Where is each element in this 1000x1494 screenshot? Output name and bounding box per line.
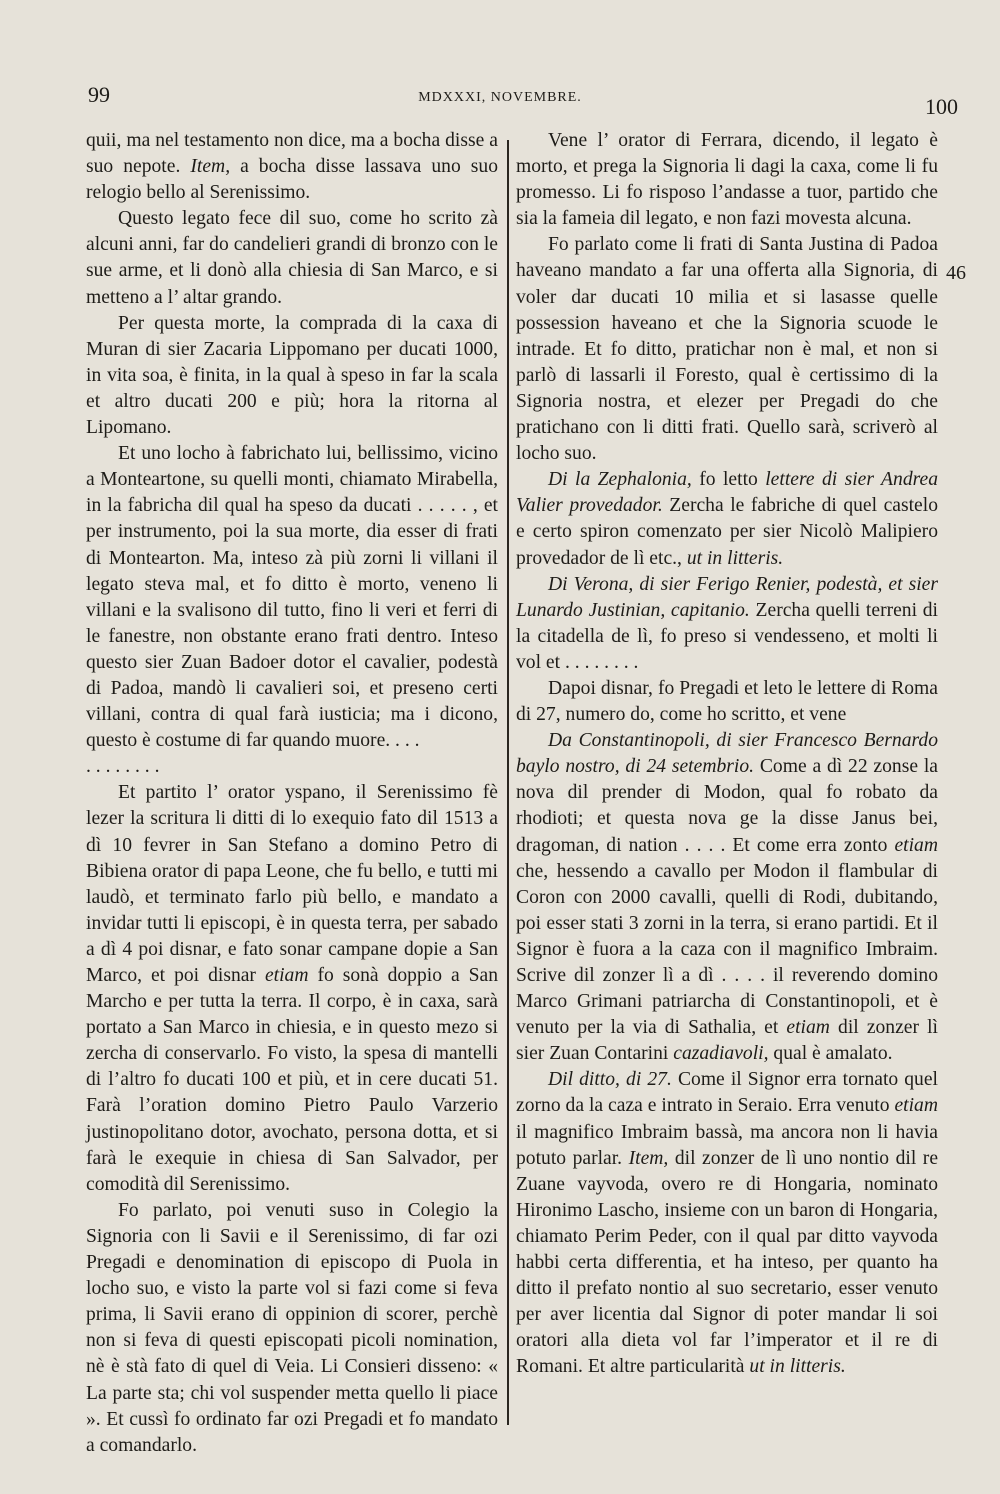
column-rule	[507, 140, 509, 1425]
ellipsis-line: . . . . . . . .	[86, 756, 160, 778]
paragraph: Dil ditto, di 27. Come il Signor erra tornato quel zorno da la caza e intrato in Seraio. Erra venuto etiam il magnifico Imbraim bassà, ma ancora non li havia potuto parlar. Item, dil zonzer de lì uno nontio dil re Zuane vayvoda, overo re di Hongaria, nominato Hironimo Lascho, insieme con un baron di Hongaria, chiamato Perim Peder, con il qual par ditto vayvoda habbi certa differentia, et ha inteso, per quanto ha ditto il prefato nontio al suo secretario, esser venuto per aver licentia dal Signor di poter mandar li soi oratori alla dieta vol far l’imperator et il re di Romani. Et altre particularità ut in litteris.	[516, 1069, 939, 1378]
page-number-right: 100	[925, 94, 958, 119]
paragraph: Di Verona, di sier Ferigo Renier, podestà, et sier Lunardo Justinian, capitanio. Zercha quelli terreni di la citadella de lì, fo preso si vendesseno, et molti li vol et . . . . . . . .	[516, 573, 938, 673]
right-column	[516, 128, 938, 1381]
margin-number: 46	[946, 262, 966, 284]
paragraph: Vene l’ orator di Ferrara, dicendo, il legato è morto, et prega la Signoria li dagi la caxa, come li fu promesso. Li fo risposo l’andasse a tuor, partido che sia la fameia dil legato, e non fazi movesta alcuna.	[516, 130, 938, 230]
paragraph: Di la Zephalonia, fo letto lettere di sier Andrea Valier provedador. Zercha le fabriche di quel castelo e certo spiron comenzato per sier Nicolò Malipiero provedador de lì etc., ut in litteris.	[516, 469, 939, 569]
paragraph: Et uno locho à fabrichato lui, bellissimo, vicino a Monteartone, su quelli monti, chiamato Mirabella, in la fabricha dil qual ha speso da ducati . . . . . , et per instrumento, poi la sua morte, dia esser di frati di Montearton. Ma, inteso zà più zorni li villani il legato steva mal, et fo ditto è morto, veneno li villani e la svalisono dil tutto, fino li veri et ferri di le fanestre, non obstante erano frati dentro. Inteso questo sier Zuan Badoer dotor el cavalier, podestà di Padoa, mandò li cavalieri soi, et preseno certi villani, contra di qual farà iusticia; ma i dicono, questo è costume di far quando muore. . . .	[86, 443, 498, 752]
paragraph: Per questa morte, la comprada di la caxa di Muran di sier Zacaria Lippomano per ducati 1000, in vita soa, è finita, in la qual à speso in far la scala et altro ducati 200 e più; hora la ritorna al Lipomano.	[86, 312, 498, 439]
running-title: MDXXXI, NOVEMBRE.	[418, 90, 582, 105]
paragraph: Fo parlato, poi venuti suso in Colegio la Signoria con li Savii e il Serenissimo, di far ozi Pregadi e denomination di episcopo di Puola in locho suo, e visto la parte vol si fazi come si feva prima, li Savii erano di oppinion di scorer, perchè non si feva di questi episcopati picoli nomination, nè è stà fato di quel di Veia. Li Consieri disseno: « La parte sta; chi vol suspender metta quello li piace ». Et cussì fo ordinato far ozi Pregadi et fo mandato a comandarlo.	[86, 1199, 498, 1456]
paragraph: Et partito l’ orator yspano, il Serenissimo fè lezer la scritura li ditti di lo exequio fato dil 1513 a dì 10 fevrer in San Stefano a domino Petro di Bibiena orator di papa Leone, che fu bello, e tutti mi laudò, et terminato farlo più bello, e mandato a invidar tutti li episcopi, è in questa terra, per sabado a dì 4 poi disnar, e fato sonar campane dopie a San Marco, et poi disnar etiam fo sonà doppio a San Marcho e per tutta la terra. Il corpo, è in caxa, sarà portato a San Marco in chiesia, e in questo mezo si zercha di conservarlo. Fo visto, la spesa di mantelli di l’altro fo ducati 100 et più, et in cere ducati 51. Farà l’oration domino Pietro Paulo Varzerio justinopolitano dotor, avochato, persona dotta, et si farà le exequie in chiesa di San Salvador, per comodità dil Serenissimo.	[86, 782, 499, 1195]
paragraph: Dapoi disnar, fo Pregadi et leto le lettere di Roma di 27, numero do, come ho scritto, et vene	[516, 677, 938, 726]
paragraph: Questo legato fece dil suo, come ho scrito zà alcuni anni, far do candelieri grandi di bronzo con le sue arme, et li donò alla chiesia di San Marco, e si metteno a l’ altar grando.	[86, 208, 498, 308]
paragraph: Fo parlato come li frati di Santa Justina di Padoa haveano mandato a far una offerta alla Signoria, di voler dar ducati 10 milia et si lasasse quelle possession haveano et che la Signoria scuode le intrade. Et fo ditto, pratichar non è mal, et non si parlò di lassarli il Foresto, qual è certissimo di la Signoria nostra, et elezer per Pregadi do che pratichano con li ditti frati. Quello sarà, scriverò al locho suo.	[516, 234, 938, 465]
paragraph: quii, ma nel testamento non dice, ma a bocha disse a suo nepote. Item, a bocha disse lassava uno suo relogio bello al Serenissimo.	[86, 130, 498, 204]
left-column	[86, 128, 498, 1459]
paragraph: Da Constantinopoli, di sier Francesco Bernardo baylo nostro, di 24 setembrio. Come a dì 22 zonse la nova dil prender di Modon, qual fo robato da rhodioti; et questa nova ge la disse Janus bei, dragoman, di nation . . . . Et come erra zonto etiam che, hessendo a cavallo per Modon il flambular di Coron con 2000 cavalli, quelli di Rodi, dubitando, poi esser stati 3 zorni in la terra, si erano partidi. Et il Signor è fuora a la caza con il magnifico Imbraim. Scrive dil zonzer lì a dì . . . . il reverendo domino Marco Grimani patriarcha di Constantinopoli, et è venuto per la via di Sathalia, et etiam dil zonzer lì sier Zuan Contarini cazadiavoli, qual è amalato.	[516, 730, 938, 1065]
page-number-left: 99	[88, 82, 110, 107]
